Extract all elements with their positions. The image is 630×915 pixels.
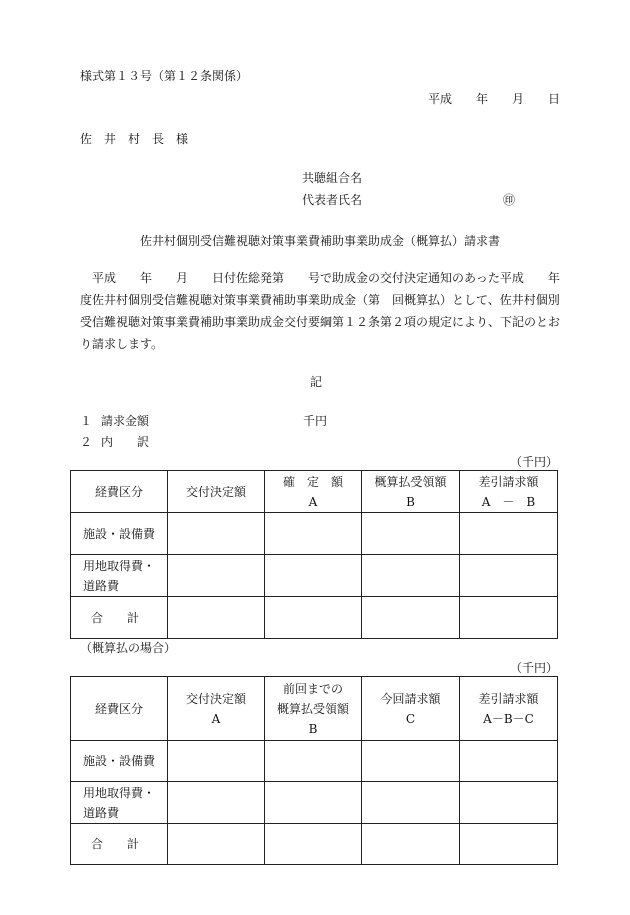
- table-cell: [265, 555, 362, 597]
- table-cell: [362, 513, 460, 555]
- table-cell: [460, 782, 558, 824]
- table-cell: [362, 555, 460, 597]
- header-current-sub: C: [405, 711, 416, 726]
- addressee: 佐 井 村 長 様: [80, 132, 189, 146]
- item1-unit: 千円: [303, 414, 328, 428]
- item2-label: 内 訳: [101, 435, 150, 449]
- table-cell: [460, 824, 558, 865]
- table-cell: [168, 824, 265, 865]
- table-cell: [265, 597, 362, 639]
- table-cell: [362, 824, 460, 865]
- row-label-land-2: 道路費: [83, 805, 120, 820]
- row-label-land-2: 道路費: [83, 578, 120, 593]
- item1-label: 請求金額: [101, 414, 150, 428]
- breakdown-table: [70, 470, 558, 639]
- body-line-3: 受信難視聴対策事業費補助事業助成金交付要綱第１２条第２項の規定により、下記のとお: [80, 315, 561, 329]
- header-decision-sub: A: [211, 711, 221, 726]
- header-diff-sub: A － B: [481, 494, 536, 509]
- header-diff-label: 差引請求額: [478, 691, 539, 706]
- table-cell: [168, 782, 265, 824]
- representative-label: 代表者氏名: [302, 193, 363, 207]
- row-label-land-1: 用地取得費・: [83, 785, 156, 800]
- header-previous-label-1: 前回までの: [282, 681, 343, 696]
- header-diff-label: 差引請求額: [478, 474, 539, 489]
- row-label-total: 合 計: [71, 597, 168, 639]
- row-label-facilities: 施設・設備費: [71, 513, 168, 555]
- table-cell: [168, 555, 265, 597]
- row-label-land: [71, 555, 168, 597]
- body-line-4: り請求します。: [80, 337, 164, 351]
- header-confirmed-label: 確 定 額: [282, 474, 343, 489]
- table-row: [71, 741, 558, 782]
- table-cell: [265, 824, 362, 865]
- header-category: 経費区分: [71, 677, 168, 741]
- header-current-label: 今回請求額: [380, 691, 441, 706]
- table-cell: [265, 741, 362, 782]
- header-received-amount: [362, 471, 460, 513]
- header-previous-label-2: 概算払受領額: [276, 701, 349, 716]
- table-cell: [460, 597, 558, 639]
- header-previous-sub: B: [308, 721, 318, 736]
- table-cell: [265, 782, 362, 824]
- header-diff-amount: [460, 471, 558, 513]
- table-row: [71, 597, 558, 639]
- header-received-label: 概算払受領額: [374, 474, 447, 489]
- table-cell: [168, 513, 265, 555]
- header-confirmed-amount: [265, 471, 362, 513]
- header-decision-label: 交付決定額: [185, 691, 246, 706]
- row-label-land-1: 用地取得費・: [83, 558, 156, 573]
- document-title: 佐井村個別受信難視聴対策事業費補助事業助成金（概算払）請求書: [140, 234, 501, 248]
- table2-unit: （千円）: [510, 661, 559, 675]
- header-diff-sub: A－B－C: [483, 711, 534, 726]
- header-current-request: [362, 677, 460, 741]
- ki-heading: 記: [310, 375, 323, 389]
- table-cell: [362, 597, 460, 639]
- row-label-total: 合 計: [71, 824, 168, 865]
- table1-unit: （千円）: [510, 455, 559, 469]
- table-cell: [168, 741, 265, 782]
- date-line: 平成 年 月 日: [428, 92, 561, 106]
- body-line-2: 度佐井村個別受信難視聴対策事業費補助事業助成金（第 回概算払）として、佐井村個別: [80, 293, 560, 307]
- header-decision-amount: 交付決定額: [168, 471, 265, 513]
- header-decision-amount: [168, 677, 265, 741]
- org-name-label: 共聴組合名: [302, 171, 363, 185]
- form-number: 様式第１３号（第１２条関係）: [80, 69, 249, 83]
- header-diff-amount: [460, 677, 558, 741]
- advance-payment-table: [70, 676, 558, 865]
- table2-caption: （概算払の場合）: [80, 641, 177, 655]
- item2-number: ２: [80, 435, 93, 449]
- table-cell: [265, 513, 362, 555]
- table-cell: [460, 741, 558, 782]
- item1-number: １: [80, 414, 93, 428]
- header-previous-received: [265, 677, 362, 741]
- table-cell: [362, 741, 460, 782]
- seal-mark: ㊞: [503, 193, 516, 207]
- table-cell: [460, 513, 558, 555]
- table-cell: [168, 597, 265, 639]
- table-cell: [460, 555, 558, 597]
- header-confirmed-sub: A: [308, 494, 318, 509]
- header-category: 経費区分: [71, 471, 168, 513]
- table-row: [71, 513, 558, 555]
- header-received-sub: B: [406, 494, 415, 509]
- table-row: [71, 555, 558, 597]
- table-row: [71, 782, 558, 824]
- table-cell: [362, 782, 460, 824]
- body-line-1: 平成 年 月 日付佐総発第 号で助成金の交付決定通知のあった平成 年: [92, 271, 560, 285]
- table-row: [71, 824, 558, 865]
- row-label-land: [71, 782, 168, 824]
- row-label-facilities: 施設・設備費: [71, 741, 168, 782]
